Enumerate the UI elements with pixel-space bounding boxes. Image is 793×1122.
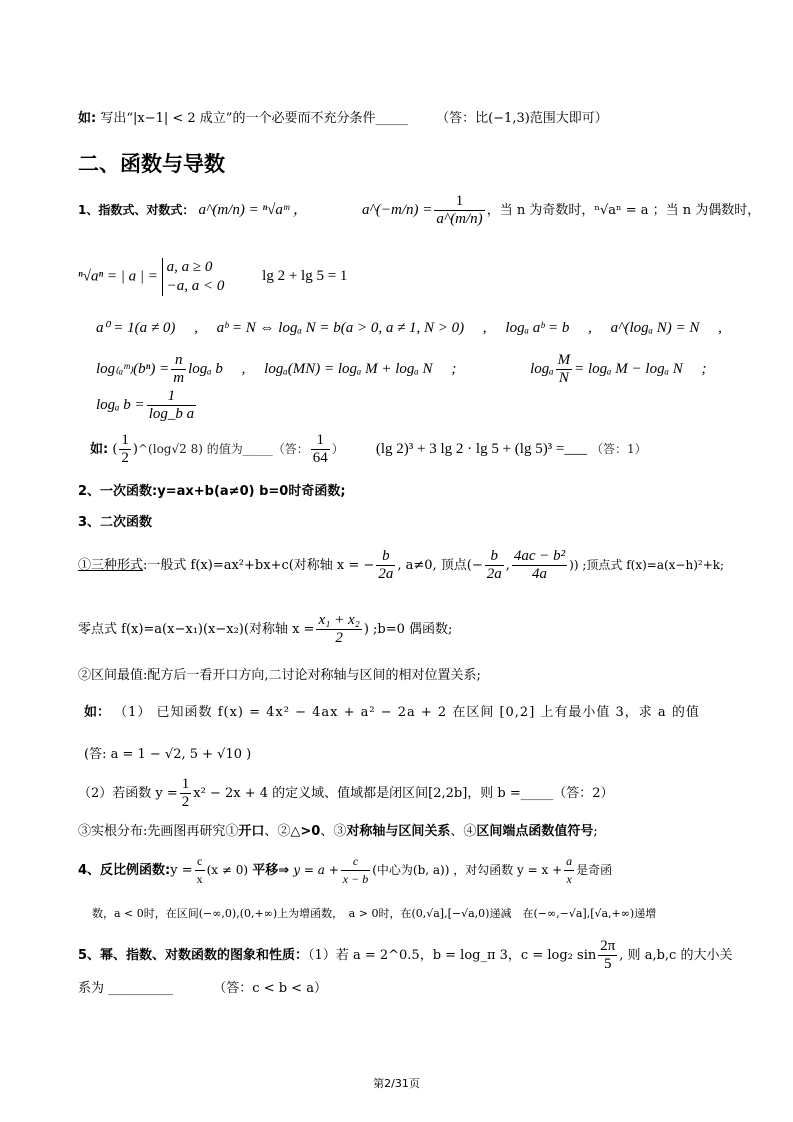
item-4-inverse <box>78 853 612 888</box>
text: ; <box>593 824 598 839</box>
zero-form <box>78 612 452 647</box>
item-label: 5、幂、指数、对数函数的图象和性质： <box>78 948 309 963</box>
example-answer: （答：比(−1,3)范围大即可） <box>436 111 608 126</box>
fraction <box>556 352 573 387</box>
numerator: 1 <box>181 776 190 792</box>
log-identities: a⁰ = 1(a ≠ 0) , aᵇ = N ⇔ logₐ N = b(a > 0, a ≠ 1, N > 0) , logₐ aᵇ = b , a^(logₐ N) = N , <box>96 320 722 336</box>
case: a, a ≥ 0 <box>166 259 213 275</box>
text: ③实根分布:先画图再研究① <box>78 824 239 839</box>
fraction <box>485 548 504 583</box>
fraction <box>147 388 196 423</box>
denominator: 4a <box>532 566 548 582</box>
item-4-continued: 数，a < 0时，在区间(−∞,0),(0,+∞)上为增函数， a > 0时，在(0,√a],[−√a,0)递减 在(−∞,−√a],[√a,+∞)递增 <box>92 907 657 920</box>
denominator: 2a <box>486 566 502 582</box>
item-5-continued <box>78 977 327 996</box>
formula: a^(−m/n) = <box>362 202 433 218</box>
abs-root-formula <box>78 258 347 296</box>
fraction <box>119 432 131 467</box>
piecewise-cases <box>162 258 225 296</box>
numerator: 1 <box>121 432 129 448</box>
example-min-answer: (答: a = 1 − √2, 5 + √10 ) <box>84 747 252 762</box>
page-number: 第2/31页 <box>373 1077 420 1090</box>
numerator: 4ac − b² <box>513 548 566 564</box>
item-2-linear: 2、一次函数:y=ax+b(a≠0) b=0时奇函数; <box>78 484 346 499</box>
example-text: ） <box>331 442 344 456</box>
formula-text: (中心为(b, a)) ，对勾函数 y = x + <box>372 863 563 877</box>
item-label: 4、反比例函数: <box>78 863 171 878</box>
formula-text: 是奇函 <box>576 863 613 877</box>
example-necessary-condition <box>78 107 608 126</box>
formula: a^(m/n) = ⁿ√aᵐ ， <box>198 202 308 218</box>
text: 、④ <box>450 824 477 839</box>
numerator: a <box>564 853 574 871</box>
example-answer: （答：c < b < a） <box>213 981 327 996</box>
item-label: 1、指数式、对数式： <box>78 203 195 217</box>
bold-text: 区间端点函数值符号 <box>476 824 594 839</box>
formula-text: 零点式 f(x)=a(x−x₁)(x−x₂)(对称轴 x = <box>78 622 315 637</box>
quadratic-forms <box>78 548 724 583</box>
log-rules <box>96 352 706 387</box>
item-5-power-exp-log <box>78 938 732 973</box>
example-prefix: 如： <box>84 705 111 720</box>
fraction <box>512 548 567 583</box>
formula-text: y = <box>170 863 193 878</box>
formula-text: :一般式 f(x)=ax²+bx+c(对称轴 x = − <box>143 558 375 573</box>
formula: logₐ b = <box>96 396 145 413</box>
formula-text: , 则 a,b,c 的大小关 <box>619 948 733 963</box>
root-distribution <box>78 820 598 839</box>
denominator: 2a <box>378 566 394 582</box>
numerator: b <box>376 548 395 566</box>
numerator: 1 <box>434 193 484 211</box>
example-domain-range <box>78 776 614 811</box>
formula-text: )) ;顶点式 f(x)=a(x−h)²+k; <box>569 558 725 572</box>
numerator: 1 <box>147 388 196 406</box>
formula-text: y = a + <box>293 863 339 877</box>
formula: logₐ <box>530 360 554 377</box>
formula: ⁿ√aⁿ = | a | = <box>78 268 158 285</box>
text: 、② <box>264 824 291 839</box>
formula-text: (x ≠ 0) <box>206 863 249 877</box>
denominator: 2 <box>181 794 190 810</box>
fraction <box>598 938 617 973</box>
denominator: 5 <box>604 956 612 972</box>
denominator: x − b <box>342 872 369 886</box>
denominator: 2 <box>121 450 129 466</box>
denominator: 2 <box>335 630 343 646</box>
formula-text: , a≠0, 顶点(− <box>397 558 483 573</box>
numerator: b <box>485 548 504 566</box>
blank-text: 系为 __________ <box>78 981 174 996</box>
fraction <box>564 853 574 888</box>
case: −a, a < 0 <box>166 278 225 294</box>
bold-text: 对称轴与区间关系 <box>346 824 451 839</box>
formula-text: （1）若 a = 2^0.5，b = log_π 3，c = log₂ sin <box>308 948 597 963</box>
formula: = logₐ M − logₐ N ; <box>574 360 707 377</box>
example-answer: （答：1） <box>591 442 647 456</box>
example-text: (lg 2)³ + 3 lg 2 · lg 5 + (lg 5)³ =___ <box>375 441 587 457</box>
numerator: c <box>341 853 370 871</box>
fraction <box>316 612 361 647</box>
formula: logₐ b , logₐ(MN) = logₐ M + logₐ N ; <box>188 360 457 377</box>
example-min-value <box>84 701 700 720</box>
item-1-exponent-log <box>78 193 760 228</box>
numerator: M <box>557 352 571 368</box>
bold-text: 平移⇒ <box>252 863 290 878</box>
formula-text: x² − 2x + 4 的定义域、值域都是闭区间[2,2b]，则 b =_____（答：2） <box>193 786 614 801</box>
formula-text: , <box>505 558 510 573</box>
denominator: log_b a <box>148 406 195 422</box>
example-prefix: 如: <box>90 442 109 457</box>
text: 、③ <box>320 824 347 839</box>
numerator: n <box>171 352 186 370</box>
formula-text: ，当 n 为奇数时，ⁿ√aⁿ = a ；当 n 为偶数时， <box>486 203 761 218</box>
numerator: 2π <box>600 938 616 954</box>
denominator: x <box>196 872 203 886</box>
example-text: 写出“|x−1| < 2 成立”的一个必要而不充分条件_____ <box>100 111 408 126</box>
numerator: c <box>195 853 205 871</box>
numerator: x₁ + x₂ <box>318 612 360 628</box>
example-prefix: 如: <box>78 111 97 126</box>
section-title: 二、函数与导数 <box>78 152 225 176</box>
denominator: x <box>566 872 572 886</box>
denominator: N <box>558 370 569 386</box>
change-of-base <box>96 388 198 423</box>
numerator: 1 <box>311 432 330 450</box>
fraction <box>311 432 330 467</box>
item-3-quadratic: 3、二次函数 <box>78 515 153 530</box>
example-log-eval: 如: ( $\frac{1}{2}$ )^(log√2 8) 的值为_____（答： $\frac{1}{64}$ ） (lg 2)³ + 3 lg 2 · lg 5 + (lg 5)³ =___ （答：1） <box>90 432 647 466</box>
denominator: 64 <box>312 450 328 466</box>
example-text: ^(log√2 8) 的值为_____（答： <box>138 442 309 456</box>
example-text: （1） 已知函数 f(x) = 4x² − 4ax + a² − 2a + 2 在区间 [0,2] 上有最小值 3，求 a 的值 <box>114 705 700 720</box>
formula-text: （2）若函数 y = <box>78 786 178 801</box>
interval-extreme: ②区间最值:配方后一看开口方向,二讨论对称轴与区间的相对位置关系; <box>78 668 481 683</box>
denominator: m <box>173 370 185 386</box>
forms-label: ①三种形式 <box>78 558 144 573</box>
fraction <box>195 853 205 888</box>
fraction <box>341 853 370 888</box>
bold-text: △>0 <box>290 824 321 839</box>
formula: log₍ₐᵐ₎(bⁿ) = <box>96 360 170 377</box>
denominator: a^(m/n) <box>436 211 483 227</box>
formula: lg 2 + lg 5 = 1 <box>262 268 348 285</box>
fraction <box>376 548 395 583</box>
fraction <box>434 193 484 228</box>
bold-text: 开口 <box>238 824 265 839</box>
fraction <box>180 776 192 811</box>
fraction <box>171 352 186 387</box>
formula-text: ) ;b=0 偶函数; <box>363 622 453 637</box>
